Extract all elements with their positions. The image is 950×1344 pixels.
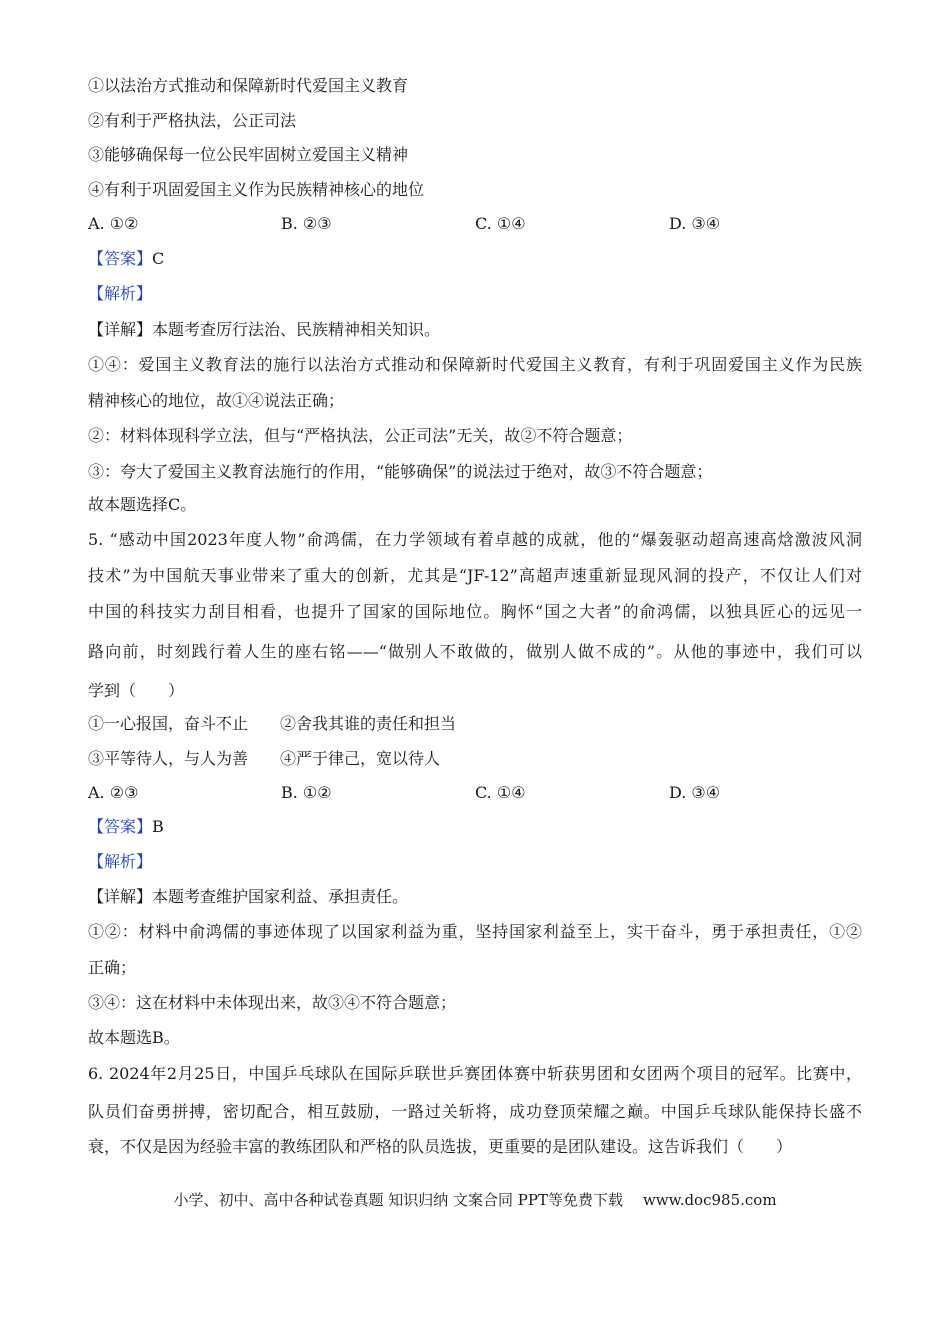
q4-explain-line: 精神核心的地位，故①④说法正确；	[88, 391, 345, 410]
q4-explain-line: ③：夸大了爱国主义教育法施行的作用，“能够确保”的说法过于绝对，故③不符合题意；	[88, 462, 713, 481]
q4-analysis-tag: 【解析】	[88, 284, 153, 303]
answer-value: B	[152, 817, 164, 836]
q4-answer	[88, 249, 164, 269]
detail-tag: 【详解】	[88, 320, 153, 339]
q5-stem-line: 中国的科技实力刮目相看，也提升了国家的国际地位。胸怀“国之大者”的俞鸿儒，以独具匠心的远见一	[88, 602, 862, 621]
q5-stem-line: 路向前，时刻践行着人生的座右铭——“做别人不敢做的，做别人做不成的”。从他的事迹中，我们可以	[88, 642, 862, 661]
page-footer	[0, 1190, 950, 1210]
q4-explain-line: ①④：爱国主义教育法的施行以法治方式推动和保障新时代爱国主义教育，有利于巩固爱国主义作为民族	[88, 355, 862, 374]
q5-option-b: B. ①②	[281, 783, 332, 802]
q4-detail	[88, 320, 440, 340]
q4-option-a: A. ①②	[88, 214, 139, 233]
q5-stem-line: 技术”为中国航天事业带来了重大的创新，尤其是“JF-12”高超声速重新显现风洞的投产，不仅让人们对	[88, 566, 862, 585]
q4-item-3: ③能够确保每一位公民牢固树立爱国主义精神	[88, 145, 409, 164]
footer-text: 小学、初中、高中各种试卷真题 知识归纳 文案合同 PPT等免费下载	[173, 1191, 623, 1209]
detail-text: 本题考查厉行法治、民族精神相关知识。	[152, 320, 441, 339]
detail-tag: 【详解】	[88, 887, 153, 906]
q5-answer	[88, 817, 164, 837]
q5-explain-line: 故本题选B。	[88, 1028, 180, 1047]
q5-stem-line: 学到（ ）	[88, 681, 185, 700]
q5-explain-line: ③④：这在材料中未体现出来，故③④不符合题意；	[88, 993, 457, 1012]
q5-explain-line: 正确；	[88, 958, 137, 977]
answer-value: C	[152, 249, 165, 268]
q5-option-c: C. ①④	[475, 783, 526, 802]
q5-choice-line: ③平等待人，与人为善 ④严于律己，宽以待人	[88, 749, 441, 768]
q5-explain-line: ①②：材料中俞鸿儒的事迹体现了以国家利益为重，坚持国家利益至上，实干奋斗，勇于承担责任，①②	[88, 922, 862, 941]
q4-item-4: ④有利于巩固爱国主义作为民族精神核心的地位	[88, 180, 425, 199]
q5-analysis-tag: 【解析】	[88, 852, 153, 871]
q5-option-d: D. ③④	[669, 783, 721, 802]
q5-stem-line: 5. “感动中国2023年度人物”俞鸿儒，在力学领域有着卓越的成就，他的“爆轰驱动超高速高焓激波风洞	[88, 530, 862, 549]
q4-item-1: ①以法治方式推动和保障新时代爱国主义教育	[88, 76, 409, 95]
q4-option-d: D. ③④	[669, 214, 721, 233]
answer-tag: 【答案】	[88, 817, 153, 836]
q4-item-2: ②有利于严格执法，公正司法	[88, 111, 297, 130]
detail-text: 本题考查维护国家利益、承担责任。	[152, 887, 409, 906]
q5-choice-line: ①一心报国，奋斗不止 ②舍我其谁的责任和担当	[88, 714, 457, 733]
q4-option-c: C. ①④	[475, 214, 526, 233]
answer-tag: 【答案】	[88, 249, 153, 268]
q4-explain-line: ②：材料体现科学立法，但与“严格执法，公正司法”无关，故②不符合题意；	[88, 426, 633, 445]
q5-detail	[88, 887, 408, 907]
q6-stem-line: 衰，不仅是因为经验丰富的教练团队和严格的队员选拔，更重要的是团队建设。这告诉我们（ ）	[88, 1137, 793, 1156]
q5-option-a: A. ②③	[88, 783, 139, 802]
q4-option-b: B. ②③	[281, 214, 332, 233]
q4-explain-line: 故本题选择C。	[88, 495, 197, 514]
q6-stem-line: 6. 2024年2月25日，中国乒乓球队在国际乒联世乒赛团体赛中斩获男团和女团两个项目的冠军。比赛中，	[88, 1064, 862, 1083]
q6-stem-line: 队员们奋勇拼搏，密切配合，相互鼓励，一路过关斩将，成功登顶荣耀之巅。中国乒乓球队能保持长盛不	[88, 1102, 862, 1121]
footer-url[interactable]: www.doc985.com	[642, 1191, 777, 1209]
